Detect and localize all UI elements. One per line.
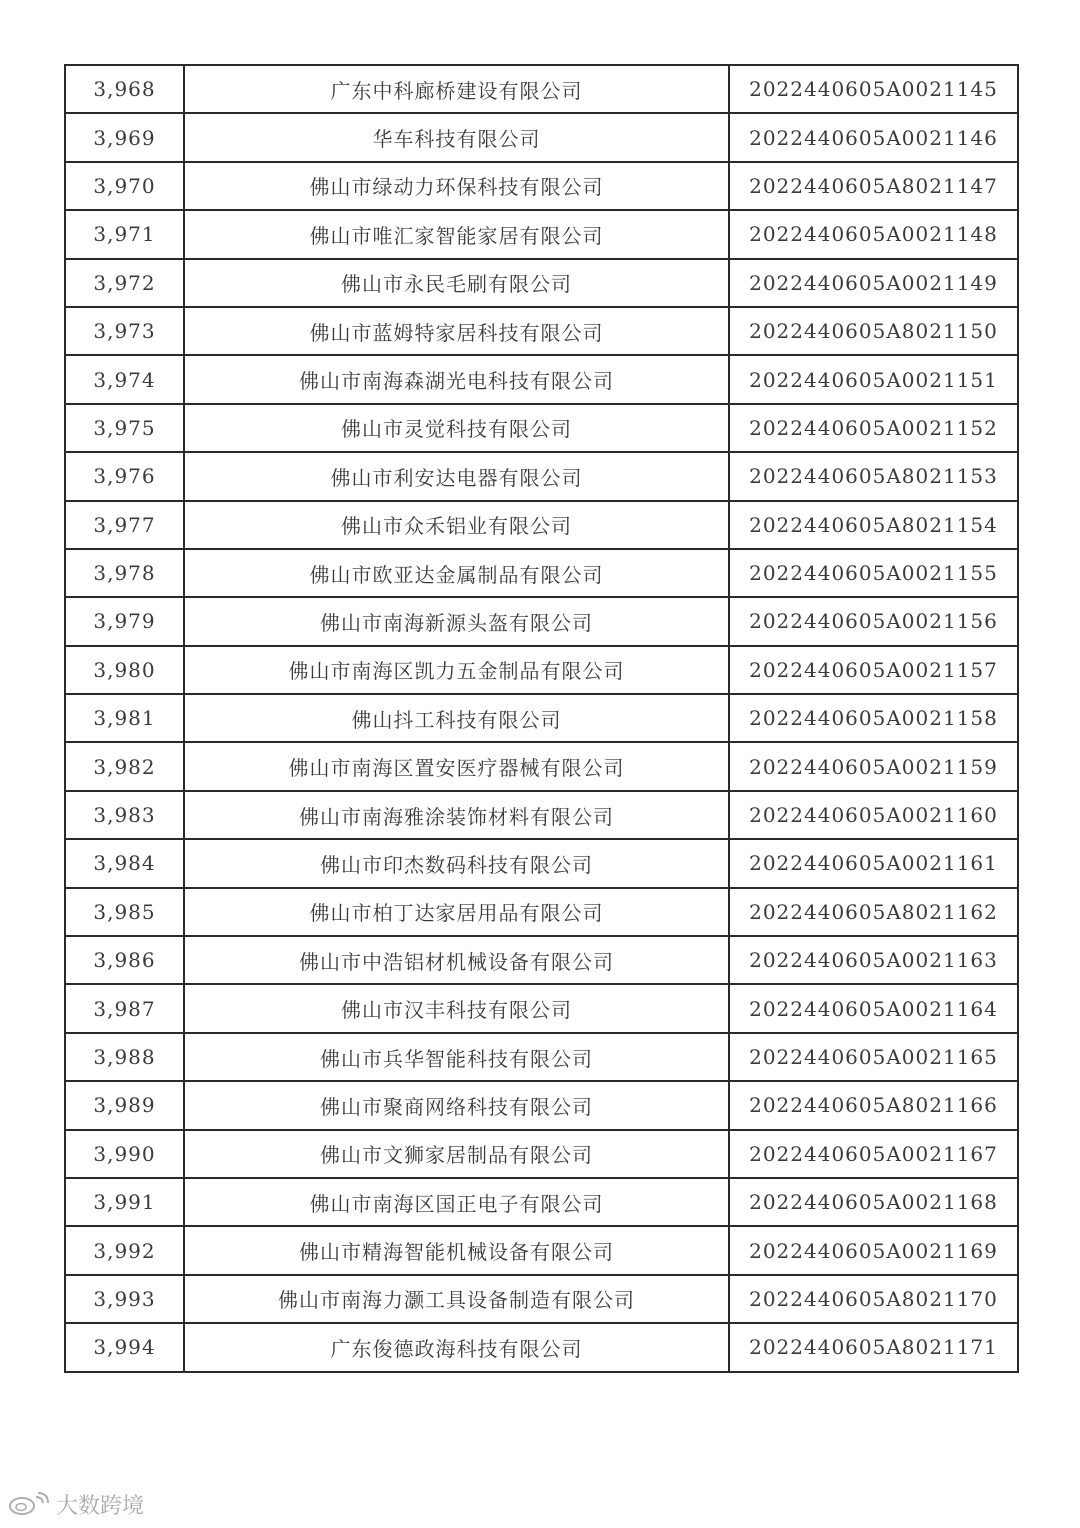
row-index-cell: 3,990 (65, 1130, 184, 1178)
registration-code-cell: 2022440605A0021168 (729, 1178, 1018, 1226)
company-name-cell: 佛山市印杰数码科技有限公司 (184, 839, 729, 887)
registration-code-cell: 2022440605A0021164 (729, 984, 1018, 1032)
row-index-cell: 3,989 (65, 1081, 184, 1129)
table-row (65, 162, 1018, 210)
company-name-cell: 佛山市绿动力环保科技有限公司 (184, 162, 729, 210)
watermark (8, 1488, 144, 1520)
company-name-cell: 佛山市精海智能机械设备有限公司 (184, 1226, 729, 1274)
row-index-cell: 3,970 (65, 162, 184, 210)
company-name-cell: 佛山市蓝姆特家居科技有限公司 (184, 307, 729, 355)
registration-code-cell: 2022440605A0021156 (729, 597, 1018, 645)
registration-code-cell: 2022440605A0021169 (729, 1226, 1018, 1274)
row-index-cell: 3,988 (65, 1033, 184, 1081)
registration-code-cell: 2022440605A0021145 (729, 65, 1018, 113)
registration-code-cell: 2022440605A8021153 (729, 452, 1018, 500)
row-index-cell: 3,969 (65, 113, 184, 161)
row-index-cell: 3,993 (65, 1275, 184, 1323)
row-index-cell: 3,994 (65, 1323, 184, 1371)
row-index-cell: 3,985 (65, 888, 184, 936)
table-row (65, 597, 1018, 645)
table-row (65, 1081, 1018, 1129)
table-row (65, 936, 1018, 984)
registration-code-cell: 2022440605A8021166 (729, 1081, 1018, 1129)
row-index-cell: 3,972 (65, 259, 184, 307)
table-row (65, 501, 1018, 549)
company-name-cell: 佛山市汉丰科技有限公司 (184, 984, 729, 1032)
table-row (65, 404, 1018, 452)
company-name-cell: 佛山市唯汇家智能家居有限公司 (184, 210, 729, 258)
company-name-cell: 佛山市文狮家居制品有限公司 (184, 1130, 729, 1178)
registration-code-cell: 2022440605A0021146 (729, 113, 1018, 161)
company-name-cell: 佛山市南海森湖光电科技有限公司 (184, 355, 729, 403)
company-name-cell: 佛山市南海力灏工具设备制造有限公司 (184, 1275, 729, 1323)
registration-code-cell: 2022440605A0021151 (729, 355, 1018, 403)
registration-code-cell: 2022440605A8021154 (729, 501, 1018, 549)
row-index-cell: 3,983 (65, 791, 184, 839)
table-row (65, 646, 1018, 694)
table-row (65, 1226, 1018, 1274)
table-row (65, 984, 1018, 1032)
table-row (65, 742, 1018, 790)
table-row (65, 839, 1018, 887)
weibo-logo-icon (8, 1491, 52, 1517)
company-name-cell: 佛山市灵觉科技有限公司 (184, 404, 729, 452)
table-row (65, 1178, 1018, 1226)
table-row (65, 65, 1018, 113)
row-index-cell: 3,991 (65, 1178, 184, 1226)
company-name-cell: 佛山市南海区置安医疗器械有限公司 (184, 742, 729, 790)
company-name-cell: 佛山市聚商网络科技有限公司 (184, 1081, 729, 1129)
registration-code-cell: 2022440605A0021167 (729, 1130, 1018, 1178)
table-row (65, 888, 1018, 936)
company-name-cell: 佛山市南海雅涂装饰材料有限公司 (184, 791, 729, 839)
row-index-cell: 3,979 (65, 597, 184, 645)
row-index-cell: 3,975 (65, 404, 184, 452)
row-index-cell: 3,980 (65, 646, 184, 694)
watermark-text: 大数跨境 (56, 1493, 145, 1519)
table-row (65, 355, 1018, 403)
company-name-cell: 佛山市众禾铝业有限公司 (184, 501, 729, 549)
row-index-cell: 3,968 (65, 65, 184, 113)
row-index-cell: 3,974 (65, 355, 184, 403)
registration-code-cell: 2022440605A0021148 (729, 210, 1018, 258)
registration-code-cell: 2022440605A8021171 (729, 1323, 1018, 1371)
table-row (65, 1275, 1018, 1323)
company-name-cell: 佛山市永民毛刷有限公司 (184, 259, 729, 307)
company-name-cell: 佛山市南海区国正电子有限公司 (184, 1178, 729, 1226)
table-row (65, 549, 1018, 597)
registration-code-cell: 2022440605A0021149 (729, 259, 1018, 307)
row-index-cell: 3,973 (65, 307, 184, 355)
table-row (65, 113, 1018, 161)
company-name-cell: 佛山市中浩铝材机械设备有限公司 (184, 936, 729, 984)
row-index-cell: 3,984 (65, 839, 184, 887)
table-row (65, 1323, 1018, 1371)
table-row (65, 210, 1018, 258)
company-name-cell: 佛山市南海新源头盔有限公司 (184, 597, 729, 645)
table-row (65, 791, 1018, 839)
company-name-cell: 广东俊德政海科技有限公司 (184, 1323, 729, 1371)
registration-code-cell: 2022440605A8021170 (729, 1275, 1018, 1323)
registration-code-cell: 2022440605A8021162 (729, 888, 1018, 936)
table-row (65, 259, 1018, 307)
registry-table (64, 64, 1019, 1373)
registry-table-body (65, 65, 1018, 1372)
company-name-cell: 佛山市兵华智能科技有限公司 (184, 1033, 729, 1081)
company-name-cell: 华车科技有限公司 (184, 113, 729, 161)
registration-code-cell: 2022440605A0021160 (729, 791, 1018, 839)
registration-code-cell: 2022440605A0021155 (729, 549, 1018, 597)
company-name-cell: 佛山市柏丁达家居用品有限公司 (184, 888, 729, 936)
table-row (65, 1033, 1018, 1081)
registration-code-cell: 2022440605A0021157 (729, 646, 1018, 694)
company-name-cell: 佛山抖工科技有限公司 (184, 694, 729, 742)
registration-code-cell: 2022440605A8021147 (729, 162, 1018, 210)
company-name-cell: 佛山市利安达电器有限公司 (184, 452, 729, 500)
row-index-cell: 3,978 (65, 549, 184, 597)
row-index-cell: 3,992 (65, 1226, 184, 1274)
table-row (65, 1130, 1018, 1178)
company-name-cell: 广东中科廊桥建设有限公司 (184, 65, 729, 113)
company-name-cell: 佛山市南海区凯力五金制品有限公司 (184, 646, 729, 694)
registration-code-cell: 2022440605A0021163 (729, 936, 1018, 984)
registration-code-cell: 2022440605A0021158 (729, 694, 1018, 742)
row-index-cell: 3,977 (65, 501, 184, 549)
row-index-cell: 3,987 (65, 984, 184, 1032)
registration-code-cell: 2022440605A8021150 (729, 307, 1018, 355)
registration-code-cell: 2022440605A0021159 (729, 742, 1018, 790)
table-row (65, 307, 1018, 355)
row-index-cell: 3,971 (65, 210, 184, 258)
row-index-cell: 3,982 (65, 742, 184, 790)
registration-code-cell: 2022440605A0021165 (729, 1033, 1018, 1081)
company-name-cell: 佛山市欧亚达金属制品有限公司 (184, 549, 729, 597)
row-index-cell: 3,976 (65, 452, 184, 500)
row-index-cell: 3,986 (65, 936, 184, 984)
row-index-cell: 3,981 (65, 694, 184, 742)
table-row (65, 694, 1018, 742)
registration-code-cell: 2022440605A0021152 (729, 404, 1018, 452)
table-row (65, 452, 1018, 500)
registration-code-cell: 2022440605A0021161 (729, 839, 1018, 887)
